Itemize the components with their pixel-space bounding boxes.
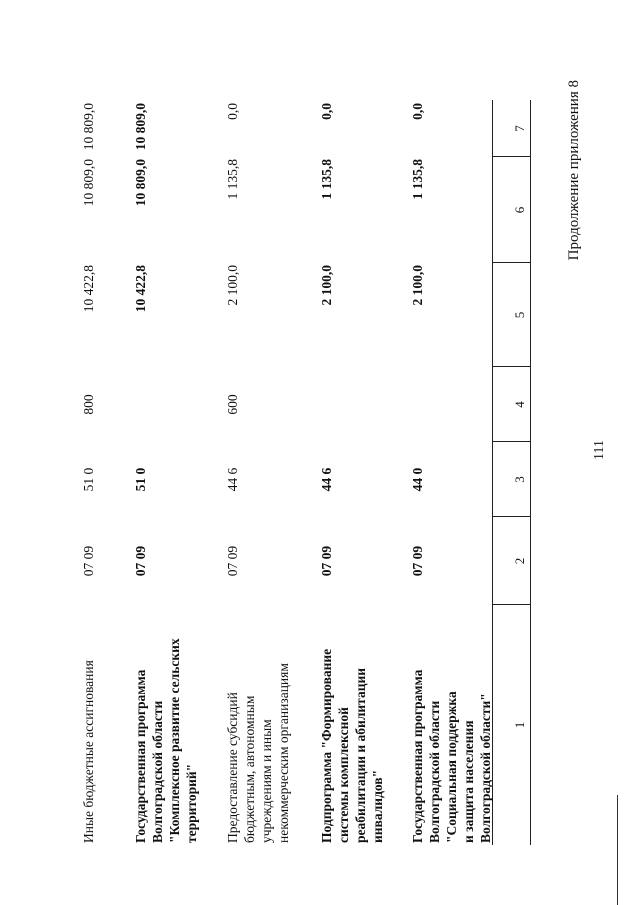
header-col-1: 1: [512, 721, 527, 729]
row-5-col-4: 800: [81, 394, 96, 415]
row-5-col-3: 51 0: [81, 467, 96, 492]
row-3-name-line: бюджетным, автономным: [242, 695, 257, 843]
row-2-col-6: 1 135,8: [319, 159, 334, 200]
row-2-col-7: 0,0: [319, 103, 334, 120]
row-5-col-2: 07 09: [81, 545, 96, 577]
row-3-col-2: 07 09: [225, 545, 240, 577]
row-5-name: [80, 607, 97, 843]
row-5-col-7: 10 809,0: [81, 103, 96, 151]
row-3-name: [224, 607, 292, 843]
row-2-name-line: системы комплексной: [336, 707, 351, 843]
row-1-name-line: Государственная программа: [410, 669, 425, 843]
page-number: 111: [592, 440, 607, 460]
header-col-5: 5: [512, 311, 527, 319]
row-4-col-3: 51 0: [133, 467, 148, 492]
row-2-col-3: 44 6: [319, 467, 334, 492]
row-5-name-line: Иные бюджетные ассигнования: [81, 660, 96, 843]
row-2-name-line: реабилитации и абилитации: [353, 667, 368, 843]
row-3-name-line: учреждениям и иным: [259, 719, 274, 843]
row-4-name-line: Волгоградской области: [150, 700, 165, 843]
row-3-col-3: 44 6: [225, 467, 240, 492]
row-1-name-line: и защита населения: [461, 720, 476, 843]
row-3-col-4: 600: [225, 394, 240, 415]
header-col-6: 6: [512, 206, 527, 214]
row-3-col-6: 1 135,8: [225, 159, 240, 200]
row-1-col-3: 44 0: [410, 467, 425, 492]
appendix-caption: Продолжение приложения 8: [566, 80, 582, 261]
row-4-col-7: 10 809,0: [133, 103, 148, 151]
table-top-rule: [530, 100, 531, 845]
row-1-name-line: Волгоградской области: [427, 700, 442, 843]
row-4-name-line: "Комплексное развитие сельских: [167, 638, 182, 843]
row-5-col-5: 10 422,8: [81, 265, 96, 313]
row-3-col-7: 0,0: [225, 103, 240, 120]
row-2-col-2: 07 09: [319, 545, 334, 577]
row-5-col-6: 10 809,0: [81, 159, 96, 207]
row-4-col-2: 07 09: [133, 545, 148, 577]
row-1-name: [409, 607, 494, 843]
row-4-col-5: 10 422,8: [133, 265, 148, 313]
row-2-name-line: Подпрограмма "Формирование: [319, 648, 334, 843]
row-1-col-6: 1 135,8: [410, 159, 425, 200]
row-1-name-line: Волгоградской области": [478, 693, 493, 843]
top-left-rule: [617, 795, 618, 905]
header-col-4: 4: [512, 401, 527, 408]
row-2-name: [318, 607, 386, 843]
row-3-col-5: 2 100,0: [225, 265, 240, 306]
row-4-name-line: Государственная программа: [133, 669, 148, 843]
row-2-name-line: инвалидов": [370, 769, 385, 843]
row-4-name-line: территорий": [184, 763, 199, 843]
row-1-col-7: 0,0: [410, 103, 425, 120]
header-col-2: 2: [512, 557, 527, 565]
row-4-name: [132, 607, 200, 843]
row-2-col-5: 2 100,0: [319, 265, 334, 306]
row-1-col-2: 07 09: [410, 545, 425, 577]
row-3-name-line: некоммерческим организациям: [276, 663, 291, 843]
row-1-name-line: "Социальная поддержка: [444, 691, 459, 843]
header-col-3: 3: [512, 476, 527, 483]
header-col-7: 7: [512, 125, 527, 132]
row-3-name-line: Предоставление субсидий: [225, 692, 240, 843]
row-1-col-5: 2 100,0: [410, 265, 425, 306]
row-4-col-6: 10 809,0: [133, 159, 148, 207]
